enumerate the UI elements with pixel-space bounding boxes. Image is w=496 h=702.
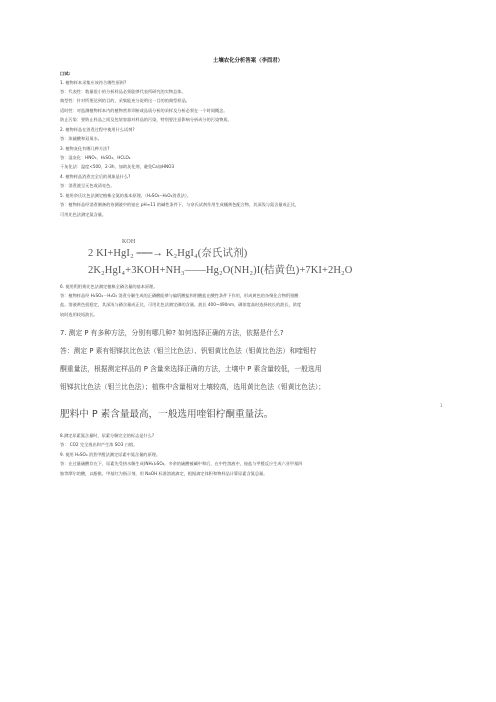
page-mark: 1 [440, 403, 443, 408]
text-line: 答：消煮液呈无色或清亮色。 [60, 183, 115, 188]
formula-reaction: 2K₂HgI₄+3KOH+NH₃——Hg₂O(NH₂)I(桔黄色)+7KI+2H₂O [88, 265, 353, 276]
text-line: 干灰化法：温度<500，2-3h，加助灰化剂，避免Ca加HNO3 [60, 164, 175, 169]
text-line: 典型性：针对所要达到的目的，采集能充分说明这一目的的典型样品。 [60, 98, 190, 103]
question-7: 7. 测定 P 有多种方法，分别有哪几种? 如何选择正确的方法，依据是什么? [60, 329, 284, 337]
text-line: 3. 植物灰化有哪几种方法? [60, 146, 110, 151]
answer-7-line-3: 钼锑抗比色法（钼兰比色法）；植株中含量相对土壤较高，选用黄比色法（钼黄比色法）； [60, 383, 326, 391]
text-line: 答：植物样品经 H₂SO₄－H₂O₂ 消煮分解生成的正磷酸能够与偏钒酸盐和钼酸盐在酸性条件下作用，形成黄色的杂聚化合物钒钼酸 [60, 293, 299, 298]
answer-7-line-4: 肥料中 P 素含量最高，一般选用喹钼柠酮重量法。 [60, 409, 274, 420]
text-line: 胺等摩尔的酸，以酚酞、甲基红为指示剂，用 NaOH 标准溶液滴定，根据滴定体积和物样品计算尿素含氮总量。 [60, 471, 268, 476]
text-line: 6. 使用钒钼黄比色法测定植株全磷含量的基本原理。 [60, 284, 158, 289]
text-line: 答： CO2 完全逸出和产生浓 SO3 白烟。 [60, 442, 138, 447]
text-line: 防止污染：要防止样品之间及包装容器对样品的污染，特别要注意影响分析成分的污染物质。 [60, 117, 232, 122]
answer-7-line-1: 答：测定 P 素有钼锑抗比色法（钼兰比色法）、钒钼黄比色法（钼黄比色法）和喹钼柠 [60, 347, 317, 355]
text-line: 答：浓硫酸和双氧水。 [60, 136, 102, 141]
answer-7-line-2: 酮重量法，根据测定样品的 P 含量来选择正确的方法，土壤中 P 素含量较低，一般选用 [60, 365, 322, 373]
text-line: 9. 使用 H₂SO₄ 消煮甲醛法测定尿素中氮含量的原理。 [60, 452, 161, 457]
document-title: 土壤农化分析答案（李酉君） [212, 58, 284, 64]
text-line: 答：湿灰化：HNO₃、H₂SO₄、HCLO₄ [60, 155, 131, 160]
section-heading: 口试: [60, 71, 71, 76]
text-line: 答：在过量硫酸存在下，尿素先受热水解生成(NH₄)₂SO₄，多余的硫酸被碱中和后，在中性溶液中，铵盐与甲醛反应生成六亚甲基四 [60, 461, 303, 466]
text-line: 适时性：对监测植物样本内的植物营养诊断或品质分析的采样及分析必须在一个时间概念。 [60, 108, 228, 113]
text-line: 盐。溶液黄色很稳定，其深浅与磷含量成正比，可用比色法测定磷的含量。波长 400~490nm，磷浓度高时选择较长的波长，浓度 [60, 302, 302, 307]
text-line: 1. 植物样本采集应该符合哪些原则? [60, 80, 127, 85]
text-line: 8.测定尿素氮含量时，尿素分解完全的标志是什么? [60, 433, 155, 438]
text-line: 2. 植物样品在消煮过程中使用什么试剂? [60, 127, 135, 132]
text-line: 答：植物样品经消煮制备的待测液中的铵在 pH≈11 的碱性条件下，与奈氏试剂作用生成橘黄色配合物，其深浅与氮含量成正比， [60, 202, 300, 207]
text-line: 可用比色法测定氮含量。 [60, 212, 107, 217]
formula-nessler-reagent: 2 KI+HgI₂ ⎯⎯⎯→ K₂HgI₄(奈氏试剂) [88, 248, 248, 259]
text-line: 5. 使用奈氏比色法测定植株全氮的基本原理。（H₂SO₄--H₂O₂消煮法）。 [60, 193, 192, 198]
text-line: 答：代表性：数量很小的分析样品必须能够代表所研究的实物总体。 [60, 89, 186, 94]
text-line: 较时选用较短波长。 [60, 312, 98, 317]
text-line: 4. 植物样品消煮完全后的现象是什么? [60, 174, 131, 179]
formula-catalyst-label: KOH [122, 239, 136, 245]
